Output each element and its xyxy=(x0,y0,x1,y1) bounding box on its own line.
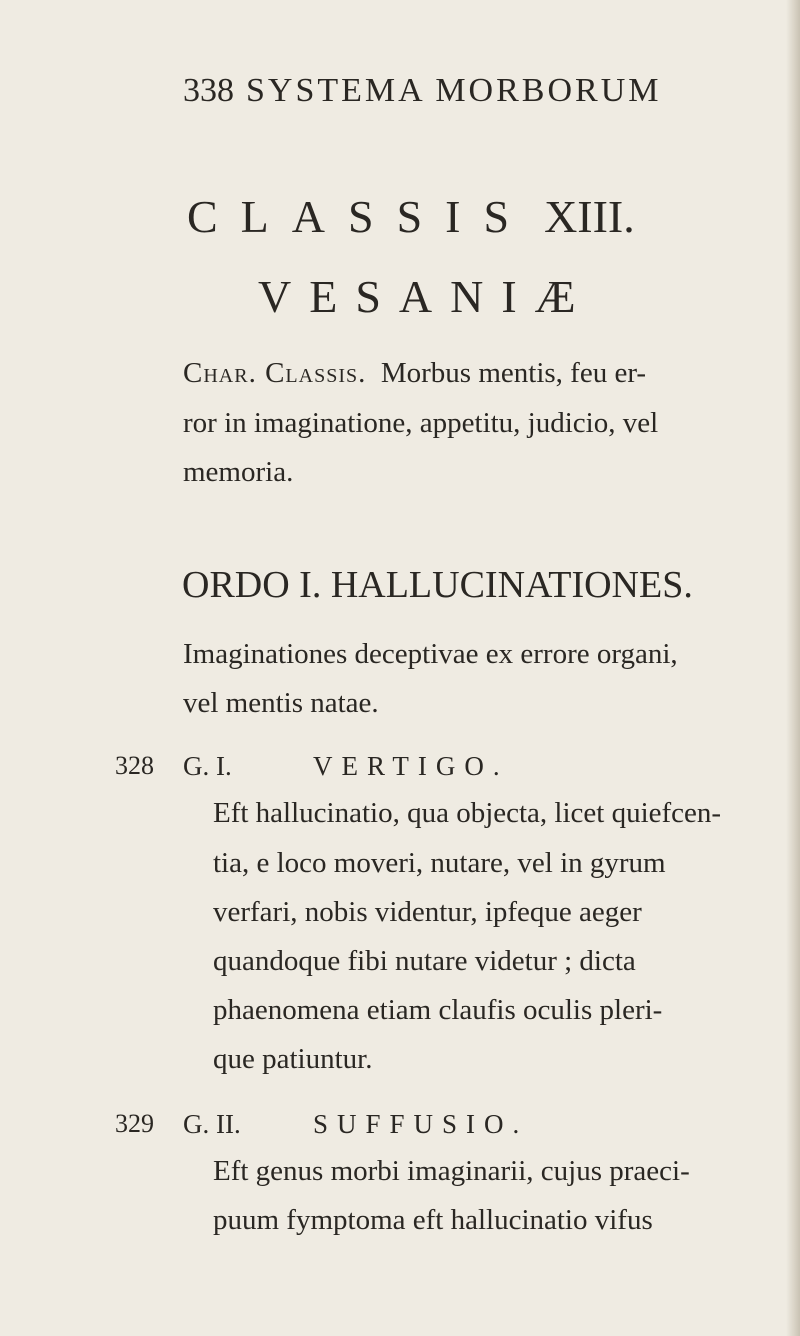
ordo-line-2: vel mentis natae. xyxy=(183,687,379,719)
genus-label: G. II. xyxy=(183,1109,241,1139)
genus-name: VERTIGO. xyxy=(313,751,509,781)
genus-text-line: verfari, nobis videntur, ipfeque aeger xyxy=(213,896,642,928)
ordo-line-1: Imaginationes deceptivae ex errore organi, xyxy=(183,638,678,670)
genus-text-line: que patiuntur. xyxy=(213,1043,373,1075)
genus-name: SUFFUSIO. xyxy=(313,1109,529,1139)
page-edge-shadow xyxy=(786,0,800,1336)
running-head xyxy=(183,72,661,110)
genus-text-line: Eft genus morbi imaginarii, cujus praeci- xyxy=(213,1155,690,1187)
classis-heading xyxy=(187,190,635,243)
char-classis-line-2: ror in imaginatione, appetitu, judicio, vel xyxy=(183,407,659,439)
genus-text-line: Eft hallucinatio, qua objecta, licet quiefcen- xyxy=(213,797,722,829)
char-classis-line-3: memoria. xyxy=(183,456,294,488)
genus-number: 328 xyxy=(115,751,154,780)
char-classis-text-1: Morbus mentis, feu er- xyxy=(380,357,647,389)
classis-label: CLASSIS xyxy=(187,191,533,242)
classis-number: XIII. xyxy=(544,191,635,242)
genus-text-line: phaenomena etiam claufis oculis pleri- xyxy=(213,994,663,1026)
genus-text-line: tia, e loco moveri, nutare, vel in gyrum xyxy=(213,847,666,879)
char-classis-line-1 xyxy=(183,359,646,388)
page-number: 338 xyxy=(183,72,234,109)
char-classis-label: Char. Classis. xyxy=(183,357,367,389)
genus-number: 329 xyxy=(115,1109,154,1138)
classis-name: VESANIÆ xyxy=(258,271,594,322)
genus-label: G. I. xyxy=(183,751,232,781)
running-title: SYSTEMA MORBORUM xyxy=(246,72,662,109)
ordo-heading: ORDO I. HALLUCINATIONES. xyxy=(182,564,693,606)
genus-text-line: quandoque fibi nutare videtur ; dicta xyxy=(213,945,636,977)
genus-text-line: puum fymptoma eft hallucinatio vifus xyxy=(213,1204,653,1236)
